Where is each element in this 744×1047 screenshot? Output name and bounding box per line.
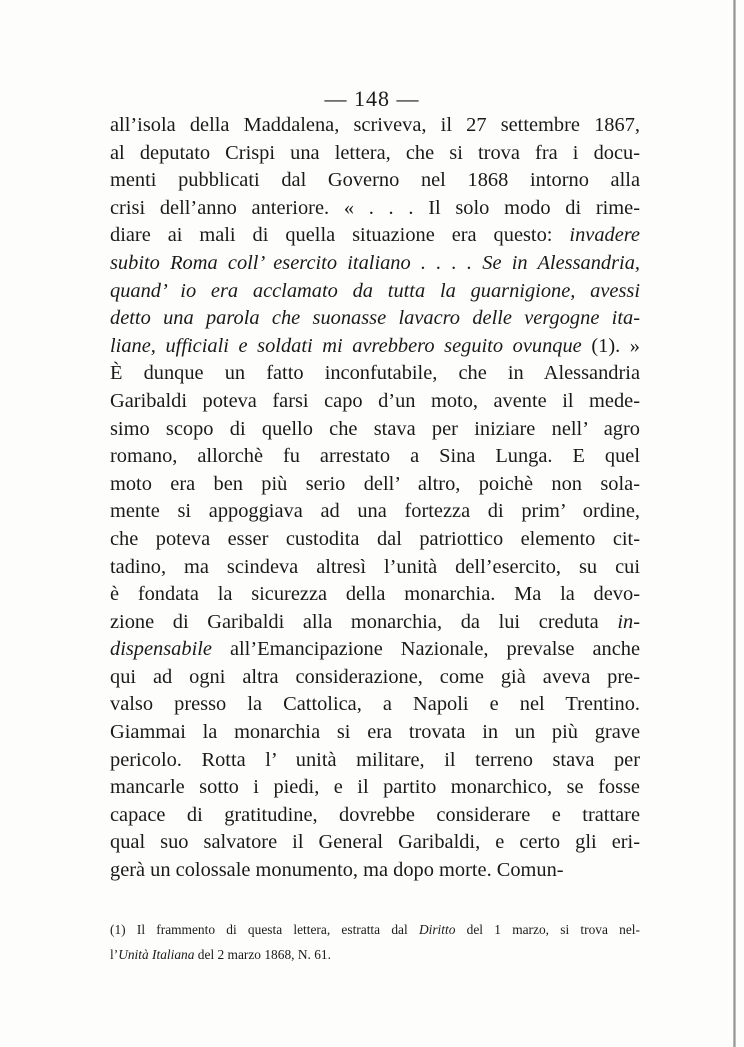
- text-line: [110, 747, 640, 775]
- footnotes: [110, 917, 640, 967]
- text-line: [110, 774, 640, 802]
- text-run: mente si appoggiava ad una fortezza di prim’ ordine,: [110, 500, 640, 523]
- text-line: [110, 581, 640, 609]
- text-run: pericolo. Rotta l’ unità militare, il terreno stava per: [110, 748, 640, 771]
- text-run: valso presso la Cattolica, a Napoli e nel Trentino.: [110, 693, 640, 716]
- italic-text: subito Roma coll’ esercito italiano . . . . Se in Alessandria,: [110, 251, 640, 274]
- body-text: [110, 112, 640, 885]
- text-line: [110, 222, 640, 250]
- text-line: [110, 305, 640, 333]
- footnote-line: [110, 942, 640, 967]
- text-line: [110, 140, 640, 168]
- text-run: romano, allorchè fu arrestato a Sina Lunga. E quel: [110, 445, 640, 468]
- text-line: [110, 664, 640, 692]
- text-run: crisi dell’anno anteriore. « . . . Il solo modo di rime-: [110, 196, 640, 219]
- text-run: capace di gratitudine, dovrebbe considerare e trattare: [110, 803, 640, 826]
- text-run: (1). »: [581, 334, 641, 357]
- text-line: [110, 554, 640, 582]
- text-line: [110, 636, 640, 664]
- italic-text: in-: [617, 610, 640, 633]
- text-run: all’Emancipazione Nazionale, prevalse anche: [211, 638, 640, 661]
- text-line: [110, 719, 640, 747]
- text-run: Giammai la monarchia si era trovata in un più grave: [110, 721, 640, 744]
- text-run: l’: [110, 947, 119, 962]
- text-line: [110, 278, 640, 306]
- text-line: [110, 691, 640, 719]
- text-run: gerà un colossale monumento, ma dopo morte. Comun-: [110, 859, 564, 882]
- text-line: [110, 609, 640, 637]
- text-run: menti pubblicati dal Governo nel 1868 intorno alla: [110, 169, 640, 192]
- text-run: qual suo salvatore il General Garibaldi, e certo gli eri-: [110, 831, 640, 854]
- text-line: [110, 333, 640, 361]
- footnote-line: [110, 917, 640, 942]
- italic-text: Unità Italiana: [118, 947, 195, 962]
- text-run: moto era ben più serio dell’ altro, poichè non sola-: [110, 472, 640, 495]
- text-run: È dunque un fatto inconfutabile, che in Alessandria: [110, 362, 640, 385]
- text-run: che poteva esser custodita dal patriottico elemento cit-: [110, 527, 640, 550]
- text-run: Garibaldi poteva farsi capo d’un moto, avente il mede-: [110, 389, 640, 412]
- text-line: [110, 829, 640, 857]
- text-line: [110, 857, 640, 885]
- text-run: zione di Garibaldi alla monarchia, da lui creduta: [110, 610, 618, 633]
- text-run: mancarle sotto i piedi, e il partito monarchico, se fosse: [110, 776, 640, 799]
- text-run: è fondata la sicurezza della monarchia. Ma la devo-: [110, 583, 640, 606]
- text-line: [110, 360, 640, 388]
- text-run: qui ad ogni altra considerazione, come già aveva pre-: [110, 665, 640, 688]
- italic-text: liane, ufficiali e soldati mi avrebbero seguito ovunque: [110, 334, 582, 357]
- text-line: [110, 388, 640, 416]
- text-run: al deputato Crispi una lettera, che si trova fra i docu-: [110, 141, 640, 164]
- text-line: [110, 112, 640, 140]
- text-run: simo scopo di quello che stava per iniziare nell’ agro: [110, 417, 640, 440]
- italic-text: dispensabile: [110, 638, 212, 661]
- italic-text: Diritto: [418, 922, 456, 937]
- italic-text: quand’ io era acclamato da tutta la guarnigione, avessi: [110, 279, 640, 302]
- text-line: [110, 416, 640, 444]
- text-line: [110, 195, 640, 223]
- text-run: all’isola della Maddalena, scriveva, il 27 settembre 1867,: [110, 114, 640, 136]
- italic-text: detto una parola che suonasse lavacro delle vergogne ita-: [110, 307, 640, 330]
- text-line: [110, 471, 640, 499]
- text-line: [110, 498, 640, 526]
- text-run: (1) Il frammento di questa lettera, estratta dal: [110, 922, 419, 937]
- text-run: tadino, ma scindeva altresì l’unità dell’esercito, su cui: [110, 555, 640, 578]
- text-run: del 2 marzo 1868, N. 61.: [194, 947, 331, 962]
- text-line: [110, 250, 640, 278]
- text-line: [110, 443, 640, 471]
- page-number: — 148 —: [324, 86, 420, 111]
- text-line: [110, 167, 640, 195]
- page-edge: [733, 0, 736, 1047]
- italic-text: invadere: [569, 224, 640, 247]
- text-run: del 1 marzo, si trova nel-: [455, 922, 640, 937]
- text-line: [110, 526, 640, 554]
- text-line: [110, 802, 640, 830]
- text-run: diare ai mali di quella situazione era questo:: [110, 224, 570, 247]
